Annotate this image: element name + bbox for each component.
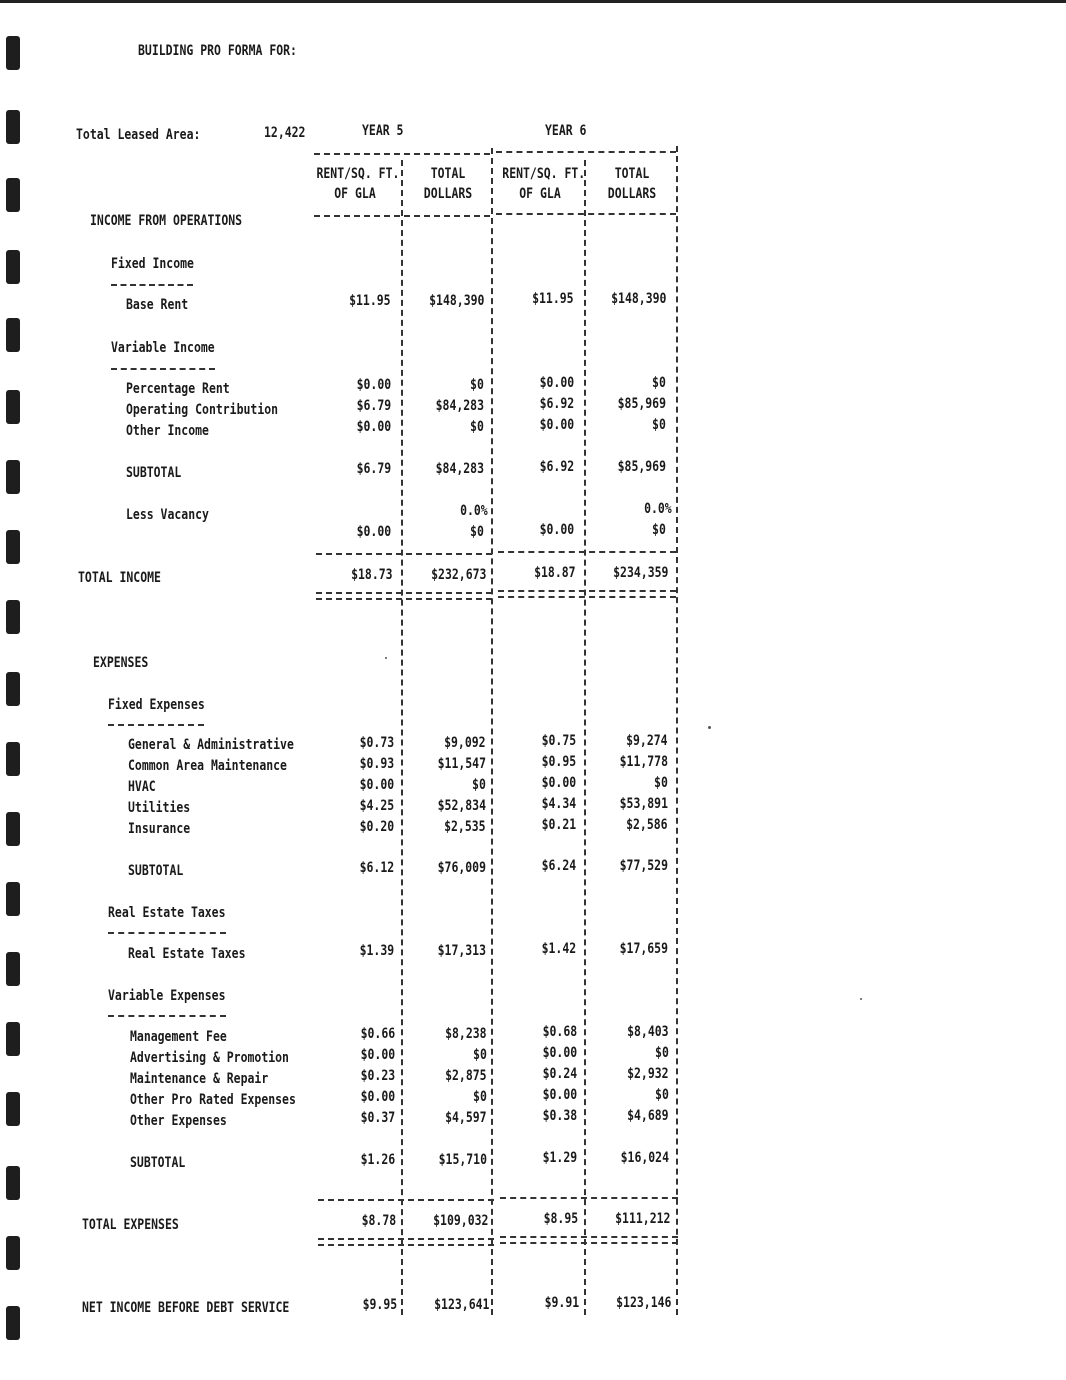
row-label: HVAC xyxy=(128,779,156,795)
cell-y5-rate: $6.79 xyxy=(356,461,391,477)
row-label: Other Pro Rated Expenses xyxy=(130,1092,296,1108)
cell-y6-total: $0 xyxy=(655,1087,669,1103)
cell-y5-rate: $0.00 xyxy=(360,1047,395,1063)
cell-y5-rate: $8.78 xyxy=(361,1213,396,1229)
cell-y5-rate: $0.00 xyxy=(360,1089,395,1105)
column-rule-y6-mid xyxy=(584,160,586,1315)
cell-y5-rate: $6.12 xyxy=(359,860,394,876)
cell-y6-rate: $6.92 xyxy=(539,459,574,475)
cell-y5-total: $0 xyxy=(472,777,486,793)
cell-y6-total: $9,274 xyxy=(626,733,668,749)
column-rule-year-divider xyxy=(491,148,493,1315)
cell-y6-pct: 0.0% xyxy=(644,501,672,517)
cell-y6-rate: $6.24 xyxy=(541,858,576,874)
row-label: Operating Contribution xyxy=(126,402,279,418)
cell-y6-rate: $8.95 xyxy=(543,1211,578,1227)
y5-rate-header: RENT/SQ. FT. OF GLA xyxy=(316,166,400,202)
row-label: SUBTOTAL xyxy=(126,465,182,481)
cell-y5-rate: $0.66 xyxy=(360,1026,395,1042)
cell-y6-rate: $4.34 xyxy=(541,796,576,812)
cell-y5-total: $52,834 xyxy=(437,798,486,814)
total-income-double-rule-y5 xyxy=(316,592,492,600)
binder-hole xyxy=(6,952,20,986)
binder-hole xyxy=(6,110,20,144)
cell-y6-rate: $11.95 xyxy=(532,291,574,307)
section-real-estate-taxes: Real Estate Taxes xyxy=(108,905,226,921)
cell-y5-total: $17,313 xyxy=(437,943,486,959)
fixed-expenses-underline xyxy=(108,724,204,726)
year-6-header: YEAR 6 xyxy=(545,123,587,139)
cell-y5-total: $148,390 xyxy=(428,293,484,309)
cell-y6-total: $85,969 xyxy=(617,459,666,475)
section-fixed-expenses: Fixed Expenses xyxy=(108,697,205,713)
cell-y6-total: $234,359 xyxy=(612,565,668,581)
row-label: Utilities xyxy=(128,800,191,816)
binder-hole xyxy=(6,600,20,634)
section-expenses: EXPENSES xyxy=(93,655,149,671)
binder-hole xyxy=(6,742,20,776)
cell-y6-total: $2,586 xyxy=(626,817,668,833)
cell-y6-total: $148,390 xyxy=(610,291,666,307)
row-label: TOTAL EXPENSES xyxy=(82,1217,179,1233)
cell-y6-rate: $0.00 xyxy=(541,775,576,791)
row-label: Insurance xyxy=(128,821,191,837)
cell-y6-rate: $0.00 xyxy=(542,1087,577,1103)
header-rule-top-y5 xyxy=(314,153,490,155)
cell-y6-total: $8,403 xyxy=(627,1024,669,1040)
page-title: BUILDING PRO FORMA FOR: xyxy=(138,43,297,59)
fixed-income-underline xyxy=(111,284,193,286)
row-label: Other Expenses xyxy=(130,1113,227,1129)
cell-y6-total: $77,529 xyxy=(619,858,668,874)
cell-y5-rate: $0.73 xyxy=(359,735,394,751)
row-label: Less Vacancy xyxy=(126,507,209,523)
cell-y5-rate: $1.39 xyxy=(359,943,394,959)
cell-y6-rate: $1.29 xyxy=(542,1150,577,1166)
cell-y6-total: $0 xyxy=(654,775,668,791)
row-label: TOTAL INCOME xyxy=(78,570,161,586)
cell-y6-rate: $0.95 xyxy=(541,754,576,770)
row-label: Percentage Rent xyxy=(126,381,230,397)
cell-y6-rate: $18.87 xyxy=(534,565,576,581)
cell-y5-rate: $0.00 xyxy=(356,419,391,435)
total-expenses-double-rule-y6 xyxy=(500,1236,678,1244)
cell-y5-rate: $0.00 xyxy=(356,377,391,393)
binder-hole xyxy=(6,1092,20,1126)
real-estate-taxes-underline xyxy=(108,932,226,934)
cell-y6-total: $2,932 xyxy=(627,1066,669,1082)
cell-y5-total: $84,283 xyxy=(435,461,484,477)
total-expenses-rule-top-y6 xyxy=(500,1197,678,1199)
cell-y6-rate: $0.68 xyxy=(542,1024,577,1040)
section-income-from-operations: INCOME FROM OPERATIONS xyxy=(90,213,243,229)
row-label: Maintenance & Repair xyxy=(130,1071,269,1087)
cell-y5-total: $0 xyxy=(470,524,484,540)
cell-y5-rate: $0.00 xyxy=(356,524,391,540)
cell-y5-total: $2,535 xyxy=(444,819,486,835)
total-income-rule-top-y6 xyxy=(498,551,676,553)
cell-y6-total: $0 xyxy=(655,1045,669,1061)
cell-y6-total: $53,891 xyxy=(619,796,668,812)
cell-y5-total: $76,009 xyxy=(437,860,486,876)
cell-y5-total: $11,547 xyxy=(437,756,486,772)
row-label: Other Income xyxy=(126,423,209,439)
total-expenses-rule-top-y5 xyxy=(318,1199,494,1201)
cell-y5-rate: $11.95 xyxy=(349,293,391,309)
section-variable-expenses: Variable Expenses xyxy=(108,988,226,1004)
row-label: General & Administrative xyxy=(128,737,294,753)
cell-y5-pct: 0.0% xyxy=(460,503,488,519)
cell-y5-total: $0 xyxy=(470,419,484,435)
section-fixed-income: Fixed Income xyxy=(111,256,194,272)
cell-y6-rate: $1.42 xyxy=(541,941,576,957)
cell-y6-total: $0 xyxy=(652,522,666,538)
binder-hole xyxy=(6,250,20,284)
cell-y5-total: $2,875 xyxy=(445,1068,487,1084)
y5-total-header: TOTAL DOLLARS xyxy=(423,166,473,202)
binder-hole xyxy=(6,36,20,70)
binder-hole xyxy=(6,672,20,706)
cell-y6-total: $123,146 xyxy=(615,1295,671,1311)
cell-y5-rate: $0.20 xyxy=(359,819,394,835)
cell-y5-total: $123,641 xyxy=(433,1297,489,1313)
cell-y6-rate: $0.00 xyxy=(539,375,574,391)
cell-y6-rate: $6.92 xyxy=(539,396,574,412)
row-label: Common Area Maintenance xyxy=(128,758,287,774)
cell-y5-total: $8,238 xyxy=(445,1026,487,1042)
cell-y6-total: $0 xyxy=(652,417,666,433)
total-income-rule-top-y5 xyxy=(316,553,492,555)
binder-hole xyxy=(6,178,20,212)
total-expenses-double-rule-y5 xyxy=(318,1238,494,1246)
cell-y6-total: $11,778 xyxy=(619,754,668,770)
column-rule-right xyxy=(676,146,678,1315)
leased-area-value: 12,422 xyxy=(264,125,306,141)
binder-hole xyxy=(6,390,20,424)
cell-y6-rate: $0.00 xyxy=(539,522,574,538)
binder-hole xyxy=(6,1022,20,1056)
cell-y5-rate: $6.79 xyxy=(356,398,391,414)
binder-hole xyxy=(6,882,20,916)
row-label: NET INCOME BEFORE DEBT SERVICE xyxy=(82,1300,290,1316)
total-income-double-rule-y6 xyxy=(498,590,676,598)
cell-y5-total: $0 xyxy=(473,1089,487,1105)
row-label: Advertising & Promotion xyxy=(130,1050,289,1066)
cell-y5-rate: $1.26 xyxy=(360,1152,395,1168)
cell-y5-total: $9,092 xyxy=(444,735,486,751)
cell-y6-rate: $0.75 xyxy=(541,733,576,749)
cell-y5-total: $15,710 xyxy=(438,1152,487,1168)
year-5-header: YEAR 5 xyxy=(362,123,404,139)
y6-total-header: TOTAL DOLLARS xyxy=(607,166,657,202)
cell-y5-rate: $4.25 xyxy=(359,798,394,814)
y6-rate-header: RENT/SQ. FT. OF GLA xyxy=(502,166,586,202)
binder-hole xyxy=(6,1166,20,1200)
cell-y6-rate: $0.24 xyxy=(542,1066,577,1082)
binder-hole xyxy=(6,530,20,564)
page-top-edge xyxy=(0,0,1066,3)
binder-hole xyxy=(6,460,20,494)
cell-y6-rate: $0.00 xyxy=(539,417,574,433)
cell-y5-total: $232,673 xyxy=(430,567,486,583)
header-rule-bottom-y6 xyxy=(496,213,676,215)
cell-y6-total: $16,024 xyxy=(620,1150,669,1166)
cell-y6-total: $17,659 xyxy=(619,941,668,957)
binder-hole xyxy=(6,1306,20,1340)
cell-y6-rate: $9.91 xyxy=(544,1295,579,1311)
cell-y6-total: $4,689 xyxy=(627,1108,669,1124)
row-label: Management Fee xyxy=(130,1029,227,1045)
section-variable-income: Variable Income xyxy=(111,340,215,356)
cell-y5-rate: $0.00 xyxy=(359,777,394,793)
cell-y6-rate: $0.00 xyxy=(542,1045,577,1061)
binder-hole xyxy=(6,318,20,352)
variable-income-underline xyxy=(111,368,215,370)
row-label: Base Rent xyxy=(126,297,189,313)
scan-speck xyxy=(385,657,387,659)
scan-speck xyxy=(860,998,862,1000)
row-label: Real Estate Taxes xyxy=(128,946,246,962)
cell-y6-total: $0 xyxy=(652,375,666,391)
cell-y5-total: $4,597 xyxy=(445,1110,487,1126)
cell-y5-rate: $9.95 xyxy=(362,1297,397,1313)
variable-expenses-underline xyxy=(108,1015,226,1017)
scan-speck xyxy=(708,726,711,729)
cell-y5-rate: $0.93 xyxy=(359,756,394,772)
column-rule-y5-mid xyxy=(401,160,403,1315)
cell-y5-total: $84,283 xyxy=(435,398,484,414)
cell-y5-rate: $18.73 xyxy=(351,567,393,583)
binder-hole xyxy=(6,1236,20,1270)
row-label: SUBTOTAL xyxy=(128,863,184,879)
cell-y6-total: $85,969 xyxy=(617,396,666,412)
cell-y6-total: $111,212 xyxy=(614,1211,670,1227)
leased-area-label: Total Leased Area: xyxy=(76,127,201,143)
row-label: SUBTOTAL xyxy=(130,1155,186,1171)
header-rule-top-y6 xyxy=(496,151,676,153)
cell-y5-rate: $0.37 xyxy=(360,1110,395,1126)
cell-y6-rate: $0.38 xyxy=(542,1108,577,1124)
cell-y5-rate: $0.23 xyxy=(360,1068,395,1084)
cell-y5-total: $0 xyxy=(470,377,484,393)
cell-y5-total: $109,032 xyxy=(432,1213,488,1229)
cell-y6-rate: $0.21 xyxy=(541,817,576,833)
cell-y5-total: $0 xyxy=(473,1047,487,1063)
binder-hole xyxy=(6,812,20,846)
